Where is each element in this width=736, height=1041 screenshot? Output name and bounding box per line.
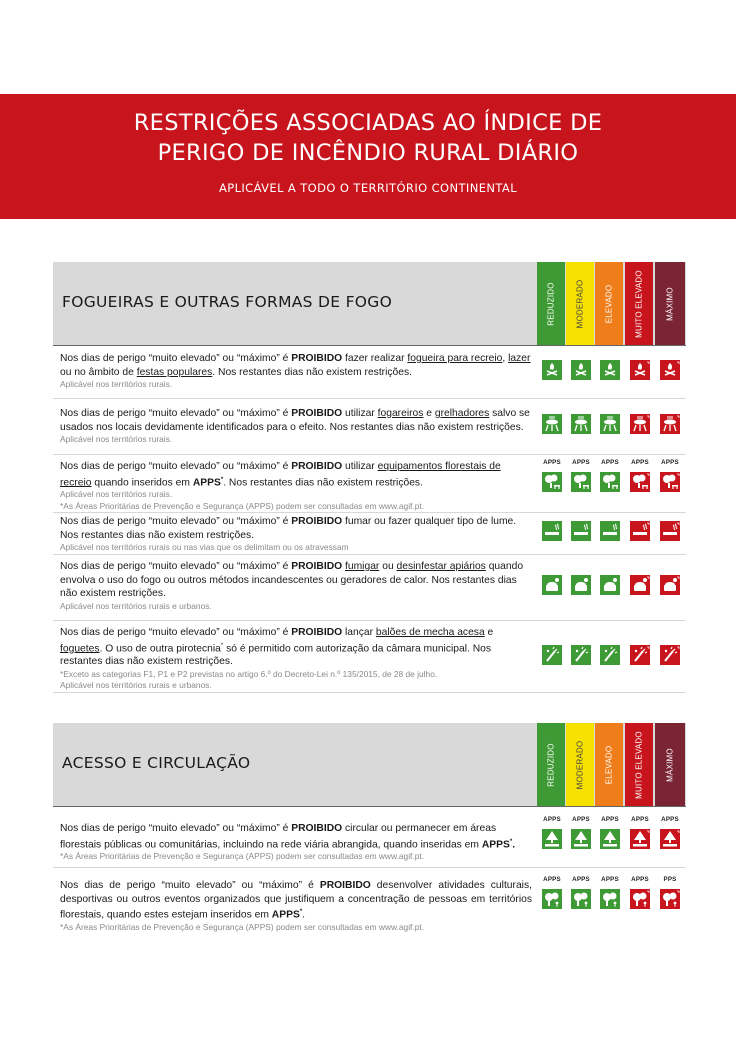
beehive-fumigation-icon [600, 575, 620, 595]
apps-label: APPS [543, 459, 561, 466]
apps-label: APPS [601, 459, 619, 466]
title-line-2: PERIGO DE INCÊNDIO RURAL DIÁRIO [157, 140, 579, 166]
apps-label: APPS [631, 816, 649, 823]
apps-label: APPS [661, 816, 679, 823]
apps-label: APPS [661, 459, 679, 466]
level-moderado [566, 723, 594, 806]
bonfire-icon [571, 360, 591, 380]
level-label: MODERADO [575, 279, 585, 328]
forest-access-icon [600, 829, 620, 849]
apps-label: APPS [543, 876, 561, 883]
apps-label: APPS [543, 816, 561, 823]
forest-recreation-icon [542, 472, 562, 492]
beehive-fumigation-icon [660, 575, 680, 595]
level-label: MUITO ELEVADO [634, 269, 644, 338]
grill-icon [571, 414, 591, 434]
level-muito-elevado [625, 262, 653, 345]
page-title [0, 94, 736, 168]
restriction-row [53, 807, 686, 868]
apps-label: PPS [663, 876, 677, 883]
restriction-text: Nos dias de perigo “muito elevado” ou “máximo” é PROIBIDO lançar balões de mecha acesa e foguetes. O uso de outra pirotecnia* só é permitido com autorização da câmara municipal. Nos restantes dias não existem restrições. *Exceto as categorias F1, P1 e P2 previstas no artigo 6.º do Decreto-Lei n.º 135/2015, de 28 de julho. Aplicável nos territórios rurais e urbanos. [60, 626, 532, 692]
forest-recreation-icon [571, 472, 591, 492]
smoking-icon [660, 521, 680, 541]
restriction-row [53, 513, 686, 555]
forest-events-icon [600, 889, 620, 909]
section-title: FOGUEIRAS E OUTRAS FORMAS DE FOGO [62, 293, 393, 311]
level-muito-elevado [625, 723, 653, 806]
forest-access-icon [542, 829, 562, 849]
apps-label: APPS [572, 876, 590, 883]
level-label: MÁXIMO [665, 747, 675, 782]
restriction-text: Nos dias de perigo “muito elevado” ou “máximo” é PROIBIDO circular ou permanecer em áreas florestais públicas ou comunitárias, incluindo na rede viária abrangida, quando inseridas em APPS*. *As Áreas Prioritárias de Prevenção e Segurança (APPS) podem ser consultadas em www.agif.pt. [60, 822, 532, 863]
level-maximo [655, 262, 685, 345]
title-banner [0, 94, 736, 219]
forest-recreation-icon [630, 472, 650, 492]
bonfire-icon [630, 360, 650, 380]
title-line-1: RESTRIÇÕES ASSOCIADAS AO ÍNDICE DE [133, 110, 603, 136]
beehive-fumigation-icon [542, 575, 562, 595]
restriction-text: Nos dias de perigo “muito elevado” ou “máximo” é PROIBIDO fazer realizar fogueira para recreio, lazer ou no âmbito de festas populares. Nos restantes dias não existem restrições. Aplicável nos territórios rurais. [60, 353, 531, 389]
level-label: ELEVADO [604, 745, 614, 784]
fireworks-icon [660, 645, 680, 665]
fireworks-icon [542, 645, 562, 665]
restriction-note: Aplicável nos territórios rurais e urbanos. [60, 600, 212, 611]
smoking-icon [571, 521, 591, 541]
restriction-row [53, 868, 686, 936]
fireworks-icon [630, 645, 650, 665]
restriction-note: *As Áreas Prioritárias de Prevenção e Segurança (APPS) podem ser consultadas em www.agif.pt. [60, 500, 425, 511]
level-label: MUITO ELEVADO [634, 730, 644, 799]
forest-events-icon [571, 889, 591, 909]
grill-icon [630, 414, 650, 434]
restriction-row [53, 555, 686, 621]
forest-recreation-icon [600, 472, 620, 492]
section-header [53, 262, 686, 345]
level-label: MODERADO [575, 740, 585, 789]
restriction-row [53, 621, 686, 693]
restriction-note: Aplicável nos territórios rurais. [60, 434, 173, 444]
forest-access-icon [571, 829, 591, 849]
grill-icon [660, 414, 680, 434]
level-label: MÁXIMO [665, 286, 675, 321]
forest-access-icon [660, 829, 680, 849]
apps-label: APPS [601, 816, 619, 823]
level-reduzido [537, 262, 565, 345]
beehive-fumigation-icon [571, 575, 591, 595]
page-subtitle: APLICÁVEL A TODO O TERRITÓRIO CONTINENTAL [218, 181, 518, 195]
restriction-note: Aplicável nos territórios rurais e urbanos. [60, 680, 212, 691]
restriction-text: Nos dias de perigo “muito elevado” ou “máximo” é PROIBIDO desenvolver atividades culturais, desportivas ou outros eventos organizados que justifiquem a concentração de pessoas em territórios florestais, quando estes estejam inseridos em APPS*. *As Áreas Prioritárias de Prevenção e Segurança (APPS) podem ser consultadas em www.agif.pt. [60, 880, 532, 932]
apps-label: APPS [572, 459, 590, 466]
apps-label: APPS [631, 459, 649, 466]
restriction-note: *As Áreas Prioritárias de Prevenção e Segurança (APPS) podem ser consultadas em www.agif.pt. [60, 851, 425, 862]
level-reduzido [537, 723, 565, 806]
smoking-icon [630, 521, 650, 541]
restriction-text: Nos dias de perigo “muito elevado” ou “máximo” é PROIBIDO utilizar fogareiros e grelhadores salvo se usados nos locais devidamente identificados para o efeito. Nos restantes dias não existem restrições. Aplicável nos territórios rurais. [60, 407, 532, 446]
beehive-fumigation-icon [630, 575, 650, 595]
restriction-text: Nos dias de perigo “muito elevado” ou “máximo” é PROIBIDO fumigar ou desinfestar apiários quando envolva o uso do fogo ou outros métodos incandescentes ou geradores de calor. Nos restantes dias não existem restrições. Aplicável nos territórios rurais e urbanos. [60, 560, 532, 612]
section-title: ACESSO E CIRCULAÇÃO [62, 754, 251, 772]
section-fogueiras [53, 262, 686, 691]
restriction-row [53, 455, 686, 513]
smoking-icon [542, 521, 562, 541]
grill-icon [600, 414, 620, 434]
apps-label: APPS [601, 876, 619, 883]
bonfire-icon [600, 360, 620, 380]
section-acesso [53, 723, 686, 932]
restriction-note: Aplicável nos territórios rurais ou nas vias que os delimitam ou os atravessam [60, 542, 349, 552]
restriction-note: *Exceto as categorias F1, P1 e P2 previstas no artigo 6.º do Decreto-Lei n.º 135/2015, de 28 de julho. [60, 668, 438, 679]
bonfire-icon [660, 360, 680, 380]
level-label: REDUZIDO [546, 742, 556, 787]
restriction-text: Nos dias de perigo “muito elevado” ou “máximo” é PROIBIDO fumar ou fazer qualquer tipo de lume. Nos restantes dias não existem restrições. Aplicável nos territórios rurais ou nas vias que os delimitam ou os atravessam [60, 515, 532, 554]
level-elevado [595, 262, 623, 345]
forest-events-icon [542, 889, 562, 909]
level-maximo [655, 723, 685, 806]
fireworks-icon [600, 645, 620, 665]
bonfire-icon [542, 360, 562, 380]
smoking-icon [600, 521, 620, 541]
grill-icon [542, 414, 562, 434]
forest-access-icon [630, 829, 650, 849]
restriction-note: Aplicável nos territórios rurais. [60, 379, 173, 389]
restriction-note: *As Áreas Prioritárias de Prevenção e Segurança (APPS) podem ser consultadas em www.agif.pt. [60, 921, 425, 932]
fireworks-icon [571, 645, 591, 665]
level-elevado [595, 723, 623, 806]
forest-recreation-icon [660, 472, 680, 492]
restriction-row [53, 399, 686, 455]
section-header [53, 723, 686, 806]
restriction-note: Aplicável nos territórios rurais. [60, 489, 173, 500]
level-moderado [566, 262, 594, 345]
level-label: REDUZIDO [546, 281, 556, 326]
level-label: ELEVADO [604, 284, 614, 323]
restriction-row [53, 346, 686, 399]
apps-label: APPS [631, 876, 649, 883]
forest-events-icon [660, 889, 680, 909]
restriction-text: Nos dias de perigo “muito elevado” ou “máximo” é PROIBIDO utilizar equipamentos florestais de recreio quando inseridos em APPS*. Nos restantes dias não existem restrições. Aplicável nos territórios rurais. *As Áreas Prioritárias de Prevenção e Segurança (APPS) podem ser consultadas em www.agif.pt. [60, 460, 532, 512]
forest-events-icon [630, 889, 650, 909]
apps-label: APPS [572, 816, 590, 823]
